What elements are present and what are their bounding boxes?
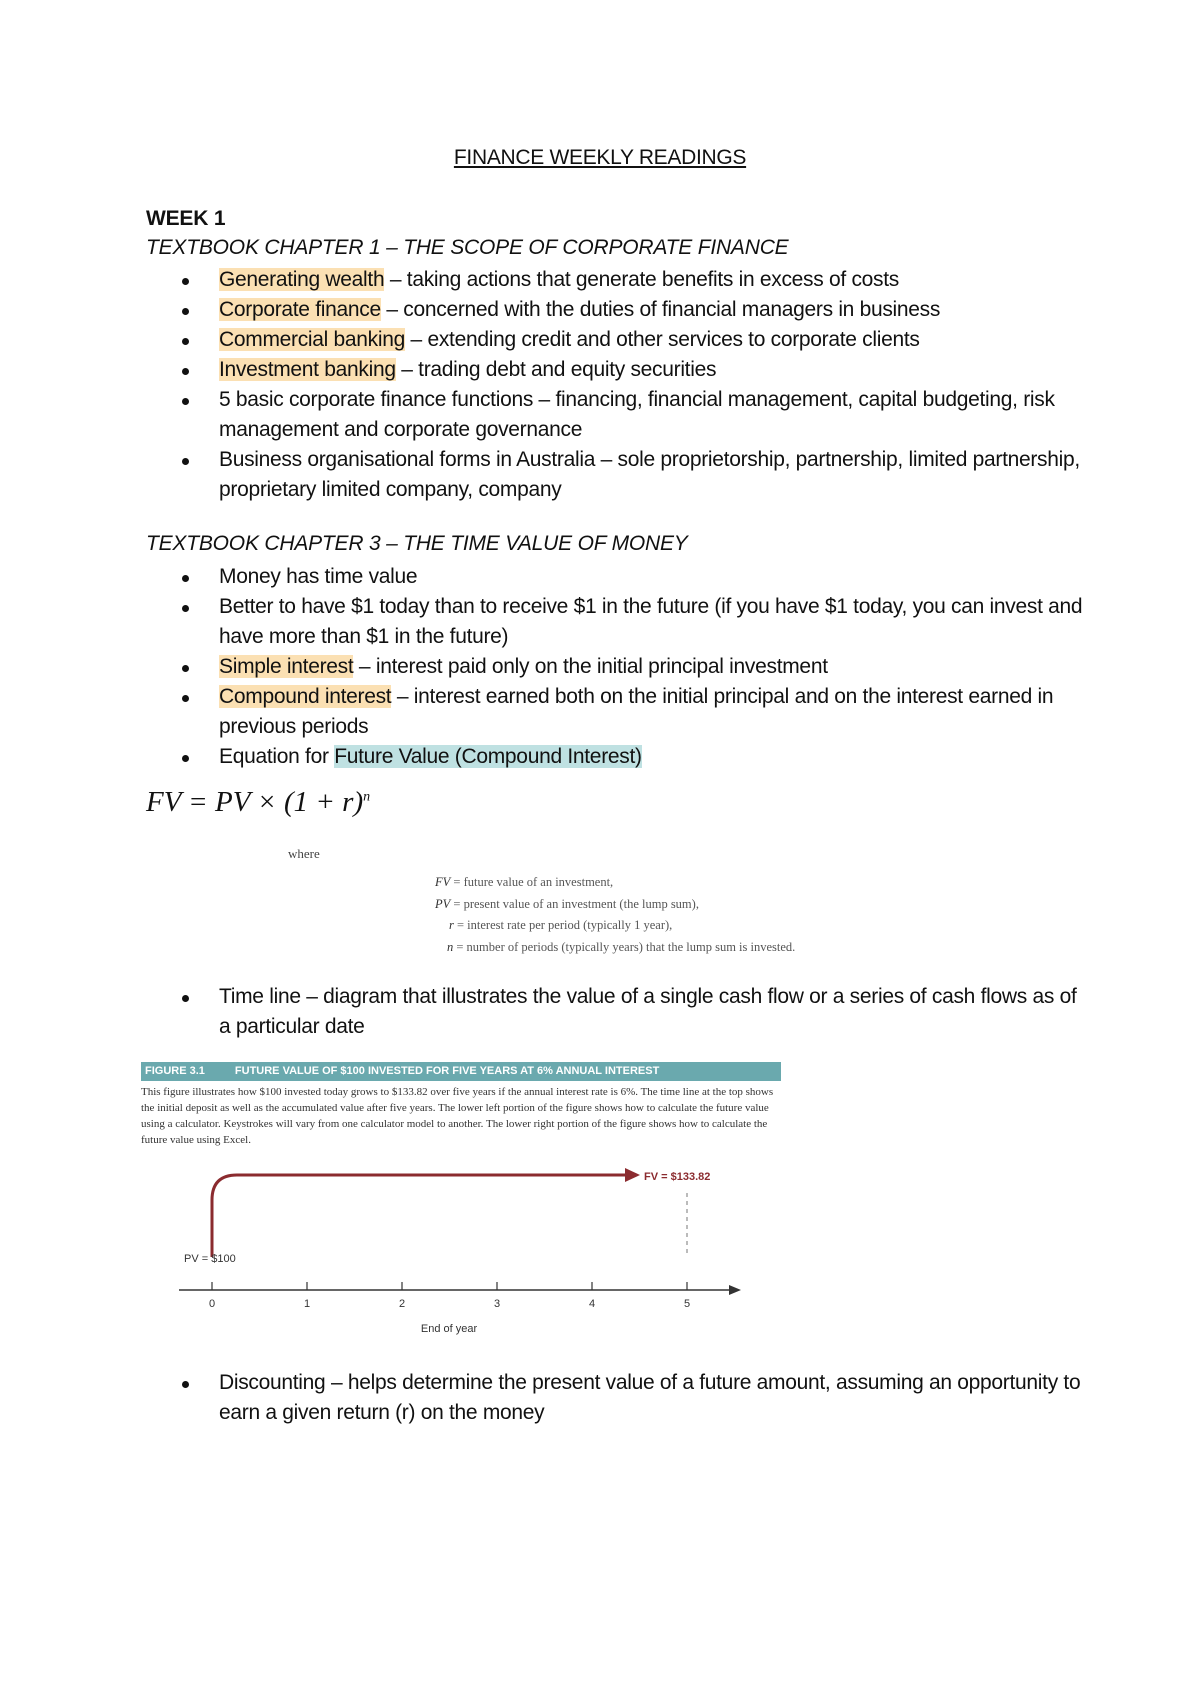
growth-arrow [212, 1175, 625, 1257]
timeline-diagram [141, 1155, 781, 1335]
highlighted-term: Simple interest [219, 655, 354, 678]
chapter1-heading: TEXTBOOK CHAPTER 1 – THE SCOPE OF CORPORATE FINANCE [146, 236, 789, 259]
chapter3-bullet-list [146, 562, 1086, 772]
timeline-tick-label: 3 [493, 1298, 501, 1310]
bullet-icon [182, 398, 189, 405]
timeline-ticks [209, 1282, 690, 1310]
highlighted-term: Commercial banking [219, 328, 406, 351]
list-item [146, 592, 1086, 652]
list-item [146, 1368, 1086, 1428]
definition-text: = interest rate per period (typically 1 year), [453, 918, 673, 932]
bullet-icon [182, 695, 189, 702]
highlighted-term: Compound interest [219, 685, 392, 708]
bullet-text: – taking actions that generate benefits in excess of costs [384, 268, 899, 291]
bullet-text: Money has time value [219, 565, 418, 588]
bullet-icon [182, 755, 189, 762]
highlighted-term: Investment banking [219, 358, 396, 381]
bullet-text: Business organisational forms in Australia – sole proprietorship, partnership, limited partnership, proprietary limited company, company [219, 448, 1080, 501]
bullet-icon [182, 278, 189, 285]
timeline-tick-label: 2 [398, 1298, 406, 1310]
formula-exponent: n [363, 789, 371, 805]
bullet-icon [182, 308, 189, 315]
bullet-text: – trading debt and equity securities [395, 358, 717, 381]
bullet-icon [182, 575, 189, 582]
figure-title: FUTURE VALUE OF $100 INVESTED FOR FIVE YEARS AT 6% ANNUAL INTEREST [234, 1065, 660, 1077]
week-heading: WEEK 1 [146, 207, 226, 230]
definition-symbol: PV [435, 896, 451, 911]
list-item [146, 652, 1086, 682]
bullet-text: Time line – diagram that illustrates the value of a single cash flow or a series of cash flows as of a particular date [219, 985, 1077, 1038]
definition-row [435, 894, 795, 916]
bullet-icon [182, 458, 189, 465]
highlighted-term: Future Value (Compound Interest) [334, 745, 642, 768]
chapter1-bullet-list [146, 265, 1086, 505]
list-item [146, 325, 1086, 355]
pv-label: PV = $100 [184, 1253, 236, 1265]
bullet-icon [182, 605, 189, 612]
bullet-icon [182, 368, 189, 375]
bullet-icon [182, 338, 189, 345]
axis-arrow-icon [729, 1285, 741, 1295]
formula-definitions [435, 872, 795, 958]
list-item [146, 355, 1086, 385]
arrow-head-icon [625, 1168, 640, 1182]
list-item [146, 445, 1086, 505]
bullet-text: Discounting – helps determine the present value of a future amount, assuming an opportunity to earn a given return (r) on the money [219, 1371, 1081, 1424]
bullet-text: – interest paid only on the initial principal investment [353, 655, 828, 678]
definition-row [435, 937, 795, 959]
timeline-tick-label: 4 [588, 1298, 596, 1310]
figure-title-bar [141, 1062, 781, 1081]
bullet-icon [182, 995, 189, 1002]
highlighted-term: Corporate finance [219, 298, 381, 321]
fv-label: FV = $133.82 [644, 1171, 711, 1183]
figure-3-1 [141, 1062, 781, 1148]
definition-symbol: r [449, 918, 454, 932]
timeline-tick-label: 0 [208, 1298, 216, 1310]
bullet-text: – interest earned both on the initial principal and on the interest earned in previous periods [219, 685, 1054, 738]
list-item [146, 982, 1086, 1042]
bullet-text: Better to have $1 today than to receive $1 in the future (if you have $1 today, you can invest and have more than $1 in the future) [219, 595, 1083, 648]
definition-text: = future value of an investment, [450, 875, 614, 889]
figure-label: FIGURE 3.1 [145, 1065, 205, 1077]
bullet-icon [182, 665, 189, 672]
definition-row [435, 915, 795, 937]
list-item [146, 682, 1086, 742]
bullet-text: 5 basic corporate finance functions – financing, financial management, capital budgeting, risk management and corporate governance [219, 388, 1055, 441]
list-item [146, 562, 1086, 592]
bullet-text: – concerned with the duties of financial managers in business [380, 298, 941, 321]
list-item [146, 385, 1086, 445]
timeline-tick-label: 1 [303, 1298, 311, 1310]
list-item [146, 265, 1086, 295]
where-label: where [288, 846, 320, 861]
axis-label: End of year [420, 1323, 478, 1335]
bullet-text: – extending credit and other services to corporate clients [405, 328, 920, 351]
definition-symbol: n [447, 939, 454, 954]
chapter3-heading: TEXTBOOK CHAPTER 3 – THE TIME VALUE OF MONEY [146, 532, 688, 555]
figure-caption: This figure illustrates how $100 invested today grows to $133.82 over five years if the annual interest rate is 6%. The time line at the top shows the initial deposit as well as the accumulated value after five years. The lower left portion of the figure shows how to calculate the future value using a calculator. Keystrokes will vary from one calculator model to another. The lower right portion of the figure shows how to calculate the future value using Excel. [141, 1086, 774, 1146]
future-value-formula [146, 786, 370, 819]
formula-text: FV = PV × (1 + r) [146, 786, 364, 818]
definition-symbol: FV [435, 875, 451, 889]
list-item [146, 295, 1086, 325]
bullet-text: Equation for [219, 745, 335, 768]
timeline-tick-label: 5 [683, 1298, 691, 1310]
timeline-bullet-list [146, 982, 1086, 1042]
discounting-bullet-list [146, 1368, 1086, 1428]
highlighted-term: Generating wealth [219, 268, 385, 291]
definition-text: = present value of an investment (the lump sum), [450, 896, 699, 911]
list-item [146, 742, 1086, 772]
bullet-icon [182, 1381, 189, 1388]
definition-text: = number of periods (typically years) that the lump sum is invested. [453, 939, 796, 954]
document-title: FINANCE WEEKLY READINGS [453, 146, 747, 169]
definition-row [435, 872, 795, 894]
